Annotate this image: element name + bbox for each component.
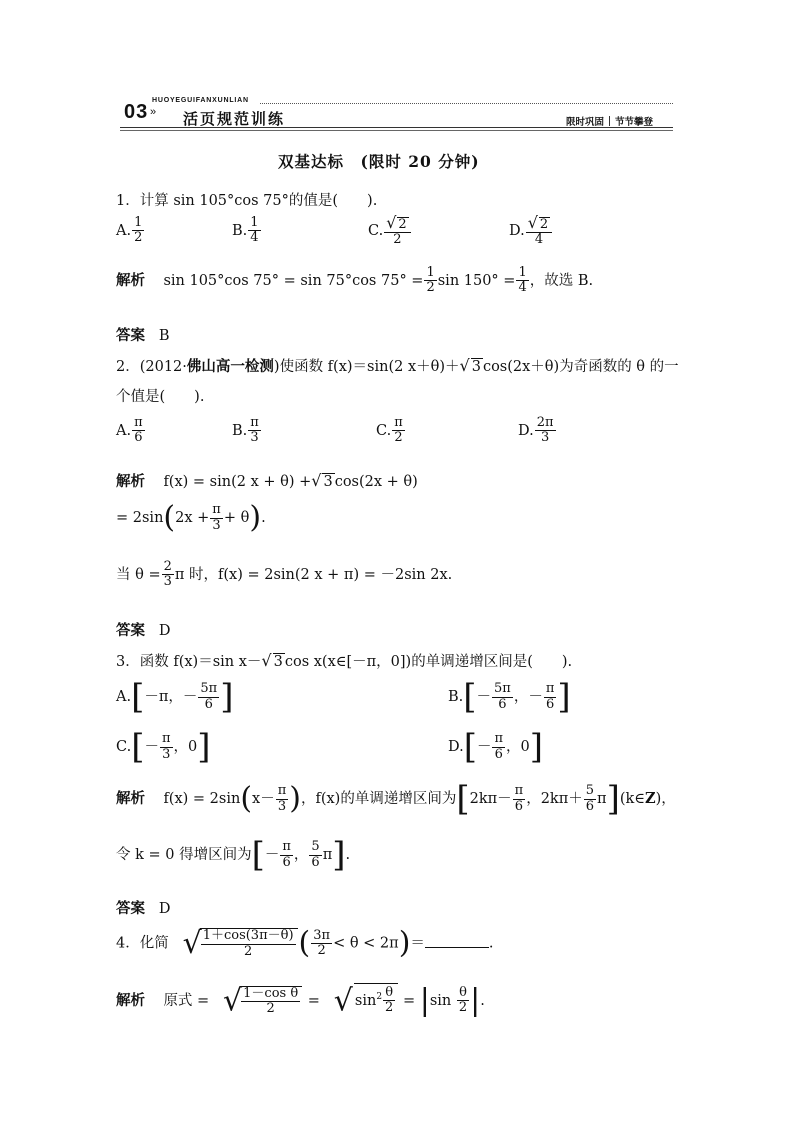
fraction: $\frac{\pi}{3}$ xyxy=(250,415,259,446)
q4-stem: 4．化简 √ $\frac{1+\cos(3\pi-\theta)}{2}$ ( $\frac{3\pi}{2}$ < θ < 2π)＝ . xyxy=(116,925,494,961)
header-separator xyxy=(609,116,610,126)
q2-option-b: B. $\frac{\pi}{3}$ xyxy=(232,415,259,446)
sqrt-icon: √ xyxy=(527,213,538,232)
q2-solution-line3: 当 θ = $\frac{2}{3}$ π 时，f(x) = 2sin(2 x + π) = －2sin 2x. xyxy=(116,559,453,590)
fraction: $\frac{\pi}{3}$ xyxy=(161,731,171,762)
q3-answer: 答案 D xyxy=(116,900,171,917)
fraction: $\frac{1+\cos(3\pi-\theta)}{2}$ xyxy=(200,928,298,959)
fraction: $\frac{\pi}{3}$ xyxy=(277,783,287,814)
q1-answer xyxy=(116,324,169,345)
q3-option-c: C.[－ $\frac{\pi}{3}$ ，0] xyxy=(116,727,211,767)
option-label: C. xyxy=(368,222,384,239)
fraction: $\frac{2}{3}$ xyxy=(163,559,172,590)
fraction: $\frac{5\pi}{6}$ xyxy=(200,681,218,712)
q2-stem-line2: 个值是( ). xyxy=(116,389,205,405)
fraction: $\frac{2\pi}{3}$ xyxy=(536,415,554,446)
fraction: $\frac{√ 2}{4}$ xyxy=(526,214,552,248)
q3-solution-line1: 解析 f(x) = 2sin(x－ $\frac{\pi}{3}$ )，f(x)的单调递增区间为[2kπ－ $\frac{\pi}{6}$ ，2kπ＋ $\frac{5}{6}$ π](k∈Z)， xyxy=(116,779,676,819)
q1-option-a xyxy=(116,216,145,246)
fraction: $\frac{\pi}{6}$ xyxy=(514,783,524,814)
fraction: $\frac{\theta}{2}$ xyxy=(385,985,394,1016)
fraction: $\frac{\pi}{3}$ xyxy=(212,502,221,533)
fraction: $\frac{√ 2}{2}$ xyxy=(384,214,410,248)
q1-option-b xyxy=(232,216,262,246)
header-title: 活页规范训练 xyxy=(183,111,286,128)
fraction: $\frac{\pi}{6}$ xyxy=(545,681,555,712)
q2-answer: 答案 D xyxy=(116,622,171,639)
sqrt-icon: √ xyxy=(459,356,470,375)
option-label: A. xyxy=(116,222,132,239)
fraction: $\frac{1}{4}$ xyxy=(518,265,527,296)
answer-blank[interactable] xyxy=(425,947,489,948)
fraction: $\frac{\theta}{2}$ xyxy=(458,985,468,1016)
header-rule-thin xyxy=(120,130,673,131)
fraction: $\frac{1}{2}$ xyxy=(134,215,143,246)
answer-label: 答案 xyxy=(116,327,145,344)
fraction: $\frac{\pi}{6}$ xyxy=(282,839,291,870)
header-dotted-rule xyxy=(260,103,673,104)
q1-option-c xyxy=(368,214,412,248)
q2-option-a: A. $\frac{\pi}{6}$ xyxy=(116,415,143,446)
chevron-icon: » xyxy=(150,106,157,118)
q1-option-d xyxy=(509,214,553,248)
fraction: $\frac{5\pi}{6}$ xyxy=(494,681,511,712)
fraction: $\frac{\pi}{6}$ xyxy=(494,731,504,762)
q3-option-d: D.[－ $\frac{\pi}{6}$ ，0] xyxy=(448,727,544,767)
sqrt-icon: √ xyxy=(261,651,272,670)
q2-solution-line2: = 2sin(2x + $\frac{\pi}{3}$ + θ). xyxy=(116,500,266,535)
q1-stem: 1．计算 sin 105°cos 75°的值是( ). xyxy=(116,193,378,209)
q2-option-d: D. $\frac{2\pi}{3}$ xyxy=(518,415,554,446)
q2-option-c: C. $\frac{\pi}{2}$ xyxy=(376,415,403,446)
q3-solution-line2: 令 k = 0 得增区间为[－ $\frac{\pi}{6}$ ， $\frac{5}{6}$ π]. xyxy=(116,835,351,875)
fraction: $\frac{5}{6}$ xyxy=(585,783,595,814)
q3-option-a: A.[－π，－ $\frac{5\pi}{6}$ ] xyxy=(116,677,234,717)
sqrt-icon: √ xyxy=(386,213,397,232)
fraction: $\frac{\text{1－cos θ}}{2}$ xyxy=(240,986,302,1017)
fraction: $\frac{1}{4}$ xyxy=(250,215,259,246)
option-label: D. xyxy=(509,222,525,239)
sqrt-icon: √ xyxy=(223,983,243,1019)
q3-stem: 3．函数 f(x)＝sin x－√ 3 cos x(x∈[－π，0])的单调递增区间是( ). xyxy=(116,651,573,670)
header-tag-right: 节节攀登 xyxy=(615,117,654,128)
fraction: $\frac{3\pi}{2}$ xyxy=(313,927,331,958)
q2-stem: 2．(2012·佛山高一检测)使函数 f(x)＝sin(2 x＋θ)＋√ 3 cos(2x＋θ)为奇函数的 θ 的一 xyxy=(116,356,679,375)
q3-option-b: B.[－ $\frac{5\pi}{6}$ ，－ $\frac{\pi}{6}$ ] xyxy=(448,677,571,717)
answer-value: B xyxy=(158,328,170,344)
fraction: $\frac{\pi}{2}$ xyxy=(394,415,403,446)
q4-solution: 解析 原式 = √ $\frac{\text{1－cos θ}}{2}$ = √ $\sin^2$ $\frac{\theta}{2}$ = |sin $\frac{\theta}{2}$ |. xyxy=(116,982,485,1019)
fraction: $\frac{\pi}{6}$ xyxy=(134,415,143,446)
section-title: 双基达标 (限时 20 分钟) xyxy=(278,152,480,171)
q1-solution: 解析 sin 105°cos 75° = sin 75°cos 75° = $\frac{1}{2}$ sin 150° = $\frac{1}{4}$ ，故选 B. xyxy=(116,265,594,296)
fraction: $\frac{5}{6}$ xyxy=(311,839,320,870)
header-pinyin: HUOYEGUIFANXUNLIAN xyxy=(152,97,249,104)
header-tag-left: 限时巩固 xyxy=(566,117,605,128)
sqrt-icon: √ xyxy=(333,983,353,1019)
header-rule xyxy=(120,127,673,128)
header-number: 03 xyxy=(124,101,149,123)
solution-label: 解析 xyxy=(116,271,145,289)
fraction: $\frac{1}{2}$ xyxy=(426,265,435,296)
header-right-tags xyxy=(566,114,653,128)
option-label: B. xyxy=(232,222,248,239)
q2-solution-line1: 解析 f(x) = sin(2 x + θ) +√ 3 cos(2x + θ) xyxy=(116,471,418,490)
sqrt-icon: √ xyxy=(182,926,202,961)
sqrt-icon: √ xyxy=(311,471,322,490)
